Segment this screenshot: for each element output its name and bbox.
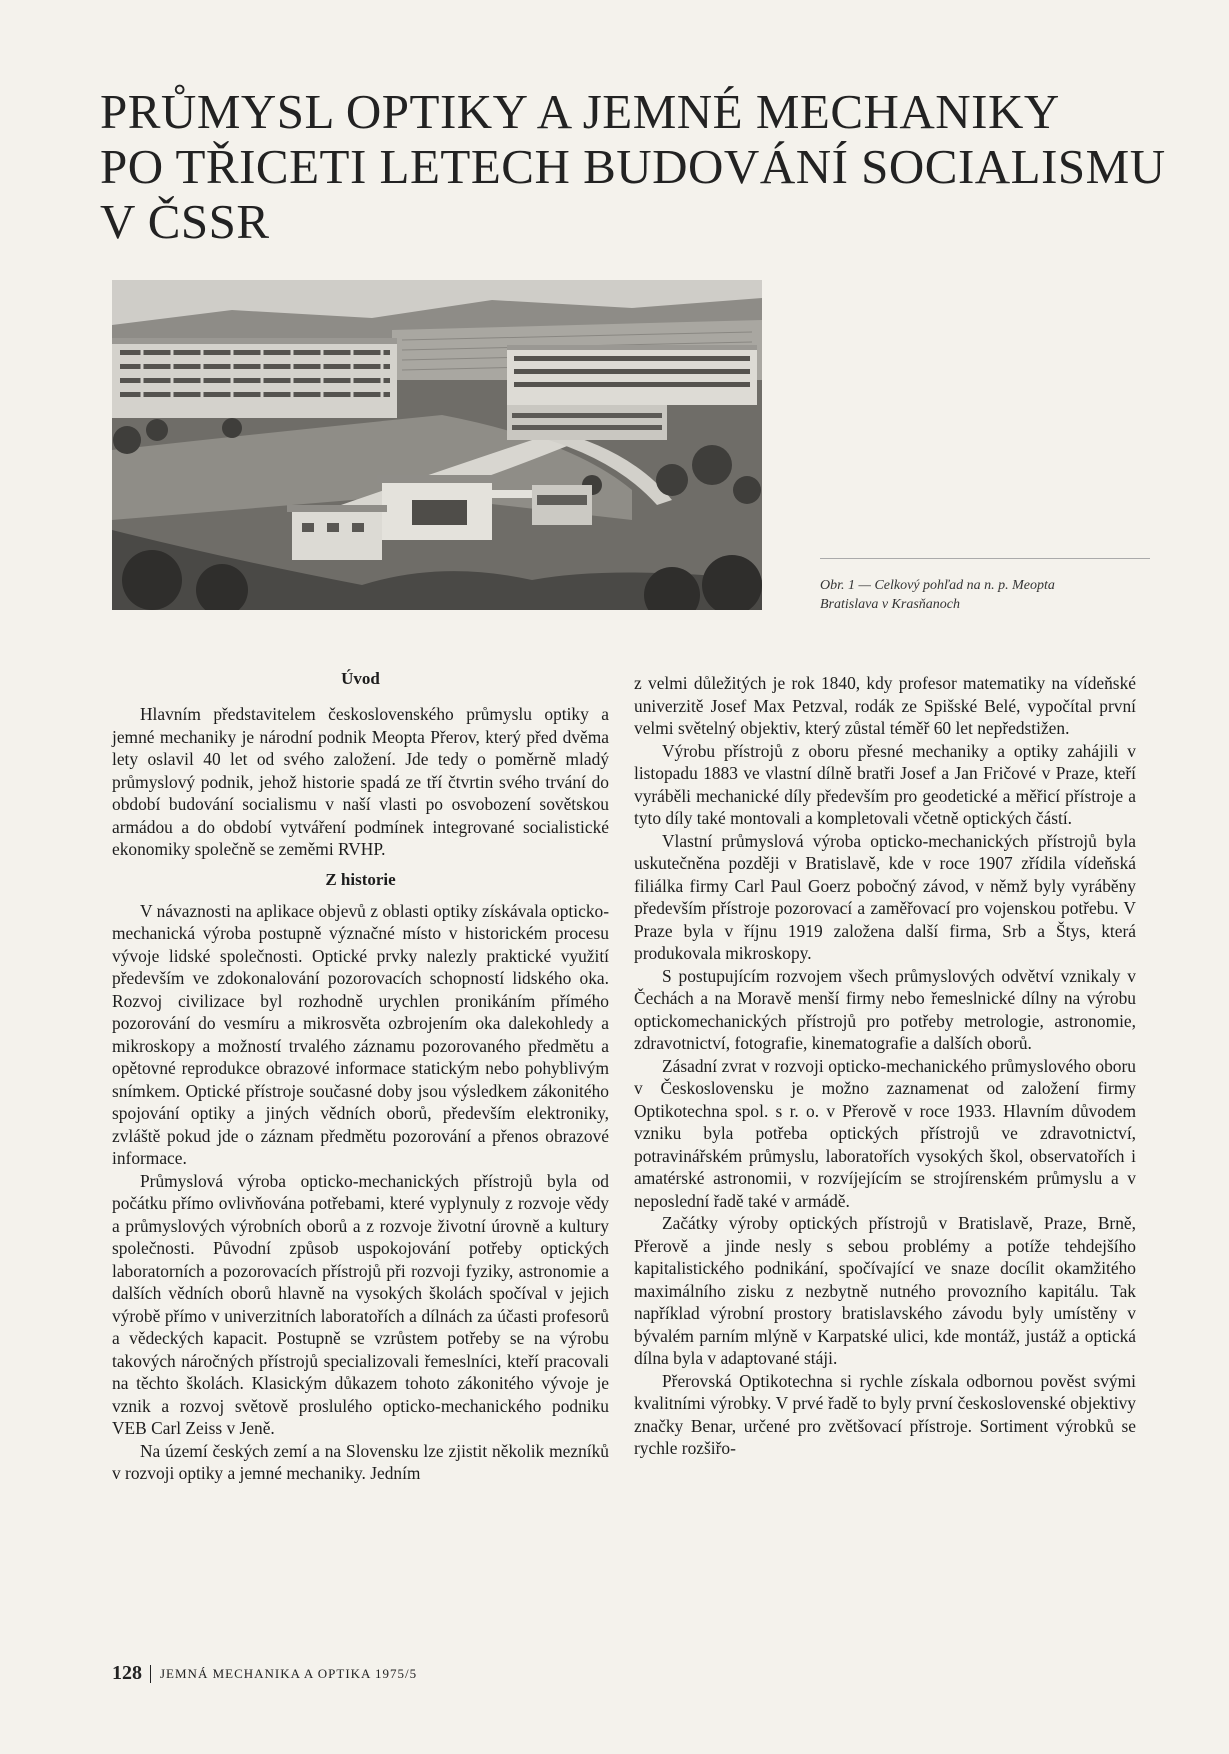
right-paragraph-2: Výrobu přístrojů z oboru přesné mechaniky a optiky zahájili v listopadu 1883 ve vlastní dílně bratři Josef a Jan Fričové v Praze, kteří vyráběli mechanické díly především pro geodetické a měřicí přístroje a tyto díly také montovali a kompletovali včetně optických částí. (634, 740, 1136, 828)
history-paragraph-1: V návaznosti na aplikace objevů z oblasti optiky získávala opticko-mechanická výroba postupně význačné místo v historickém procesu vývoje lidské společnosti. Optické prvky nalezly praktické využití především ve zdokonalování pozorovacích schopností lidského oka. Rozvoj civilizace byl rozhodně urychlen pronikáním přímého pozorování do vesmíru a mikrosvěta ozbrojením oka dalekohledy a mikroskopy a možností trvalého záznamu pozorovaného předmětu a opětovné reprodukce obrazové informace statickým nebo pohyblivým snímkem. Optické přístroje současné doby jsou výsledkem zákonitého spojování optiky a jiných vědních oborů, především elektroniky, zvláště pokud jde o záznam předmětu pozorování a přenos obrazové informace. (112, 900, 609, 1168)
intro-paragraph: Hlavním představitelem československého průmyslu optiky a jemné mechaniky je národní podnik Meopta Přerov, který před dvěma lety oslavil 40 let od svého založení. Jde tedy o poměrně mladý průmyslový podnik, jehož historie spadá ze tří čtvrtin svého trvání do období budování socialismu v naší vlasti po osvobození sovětskou armádou a do období vytváření podmínek integrované socialistické ekonomiky společně se zeměmi RVHP. (112, 704, 609, 859)
right-paragraph-7: Přerovská Optikotechna si rychle získala odbornou pověst svými kvalitními výrobky. V prvé řadě to byly první československé objektivy značky Benar, určené pro zvětšovací přístroje. Sortiment výrobků se rychle rozšiřo- (634, 1370, 1136, 1458)
history-paragraph-2: Průmyslová výroba opticko-mechanických přístrojů byla od počátku přímo ovlivňována potřebami, které vyplynuly z rozvoje vědy a průmyslových výrobních oborů a z rozvoje životní úrovně a kultury společnosti. Původní způsob uspokojování potřeby optických laboratorních a pozorovacích přístrojů při rozvoji fyziky, astronomie a dalších vědních oborů hlavně na vysokých školách spočíval v jejich výrobě přímo v univerzitních laboratořích a dílnách za účasti profesorů a vědeckých kapacit. Postupně se vzrůstem potřeby se na výrobu takových náročných přístrojů specializovali řemeslníci, kteří pracovali na těchto školách. Klasickým důkazem tohoto zákonitého vývoje je vznik a rozvoj světově proslulého opticko-mechanického podniku VEB Carl Zeiss v Jeně. (112, 1170, 609, 1438)
factory-photo (112, 280, 762, 610)
factory-photo-illustration (112, 280, 762, 610)
title-line-1: PRŮMYSL OPTIKY A JEMNÉ MECHANIKY (100, 84, 1060, 139)
right-paragraph-3: Vlastní průmyslová výroba opticko-mechanických přístrojů byla uskutečněna později v Bratislavě, kde v roce 1907 zřídila vídeňská filiálka firmy Carl Paul Goerz pobočný závod, v němž byly vyráběny především přístroje pozorovací a zaměřovací pro vojenskou potřebu. V Praze byla v říjnu 1919 založena další firma, Srb a Štys, která produkovala mikroskopy. (634, 830, 1136, 963)
article-title (100, 84, 1166, 249)
history-paragraph-3: Na území českých zemí a na Slovensku lze zjistit několik mezníků v rozvoji optiky a jemné mechaniky. Jedním (112, 1440, 609, 1483)
footer-separator (150, 1665, 151, 1683)
figure-caption (820, 576, 1150, 614)
figure-caption-line-2: Bratislava v Krasňanoch (820, 597, 960, 612)
page-footer (112, 1662, 417, 1685)
right-paragraph-4: S postupujícím rozvojem všech průmyslových odvětví vznikaly v Čechách a na Moravě menší firmy nebo řemeslnické dílny na výrobu optickomechanických přístrojů pro potřeby metrologie, astronomie, zdravotnictví, fotografie, kinematografie a dalších oborů. (634, 965, 1136, 1053)
right-paragraph-1: z velmi důležitých je rok 1840, kdy profesor matematiky na vídeňské univerzitě Josef Max Petzval, rodák ze Spišské Belé, vypočítal první velmi světelný objektiv, který zůstal téměř 60 let nepředstižen. (634, 673, 1136, 738)
right-paragraph-6: Začátky výroby optických přístrojů v Bratislavě, Praze, Brně, Přerově a jinde nesly s sebou problémy a potíže tehdejšího kapitalistického podnikání, spočívající ve snaze docílit okamžitého maximálního zisku z nezbytně nutného provozního kapitálu. Tak například výrobní prostory bratislavského závodu byly umístěny v bývalém parním mlýně v Karpatské ulici, kde montáž, justáž a optická dílna byla v adaptované stáji. (634, 1213, 1136, 1368)
title-line-2: PO TŘICETI LETECH BUDOVÁNÍ SOCIALISMU (100, 139, 1166, 194)
right-paragraph-5: Zásadní zvrat v rozvoji opticko-mechanického průmyslového oboru v Československu je možno zaznamenat od založení firmy Optikotechna spol. s r. o. v Přerově v roce 1933. Hlavním důvodem vzniku byla potřeba optických přístrojů ve zdravotnictví, potravinářském průmyslu, laboratořích vysokých škol, observatořích i amatérské astronomii, v rozvíjejícím se strojírenském průmyslu a v neposlední řadě také v armádě. (634, 1055, 1136, 1211)
title-line-3: V ČSSR (100, 194, 270, 249)
page-number: 128 (112, 1662, 142, 1684)
caption-divider (820, 558, 1150, 559)
figure-caption-line-1: Obr. 1 — Celkový pohľad na n. p. Meopta (820, 578, 1055, 593)
right-column (634, 672, 1136, 1460)
left-column (112, 668, 609, 1485)
journal-name: JEMNÁ MECHANIKA A OPTIKA 1975/5 (160, 1665, 418, 1681)
history-heading: Z historie (325, 869, 396, 889)
intro-heading: Úvod (341, 669, 380, 688)
